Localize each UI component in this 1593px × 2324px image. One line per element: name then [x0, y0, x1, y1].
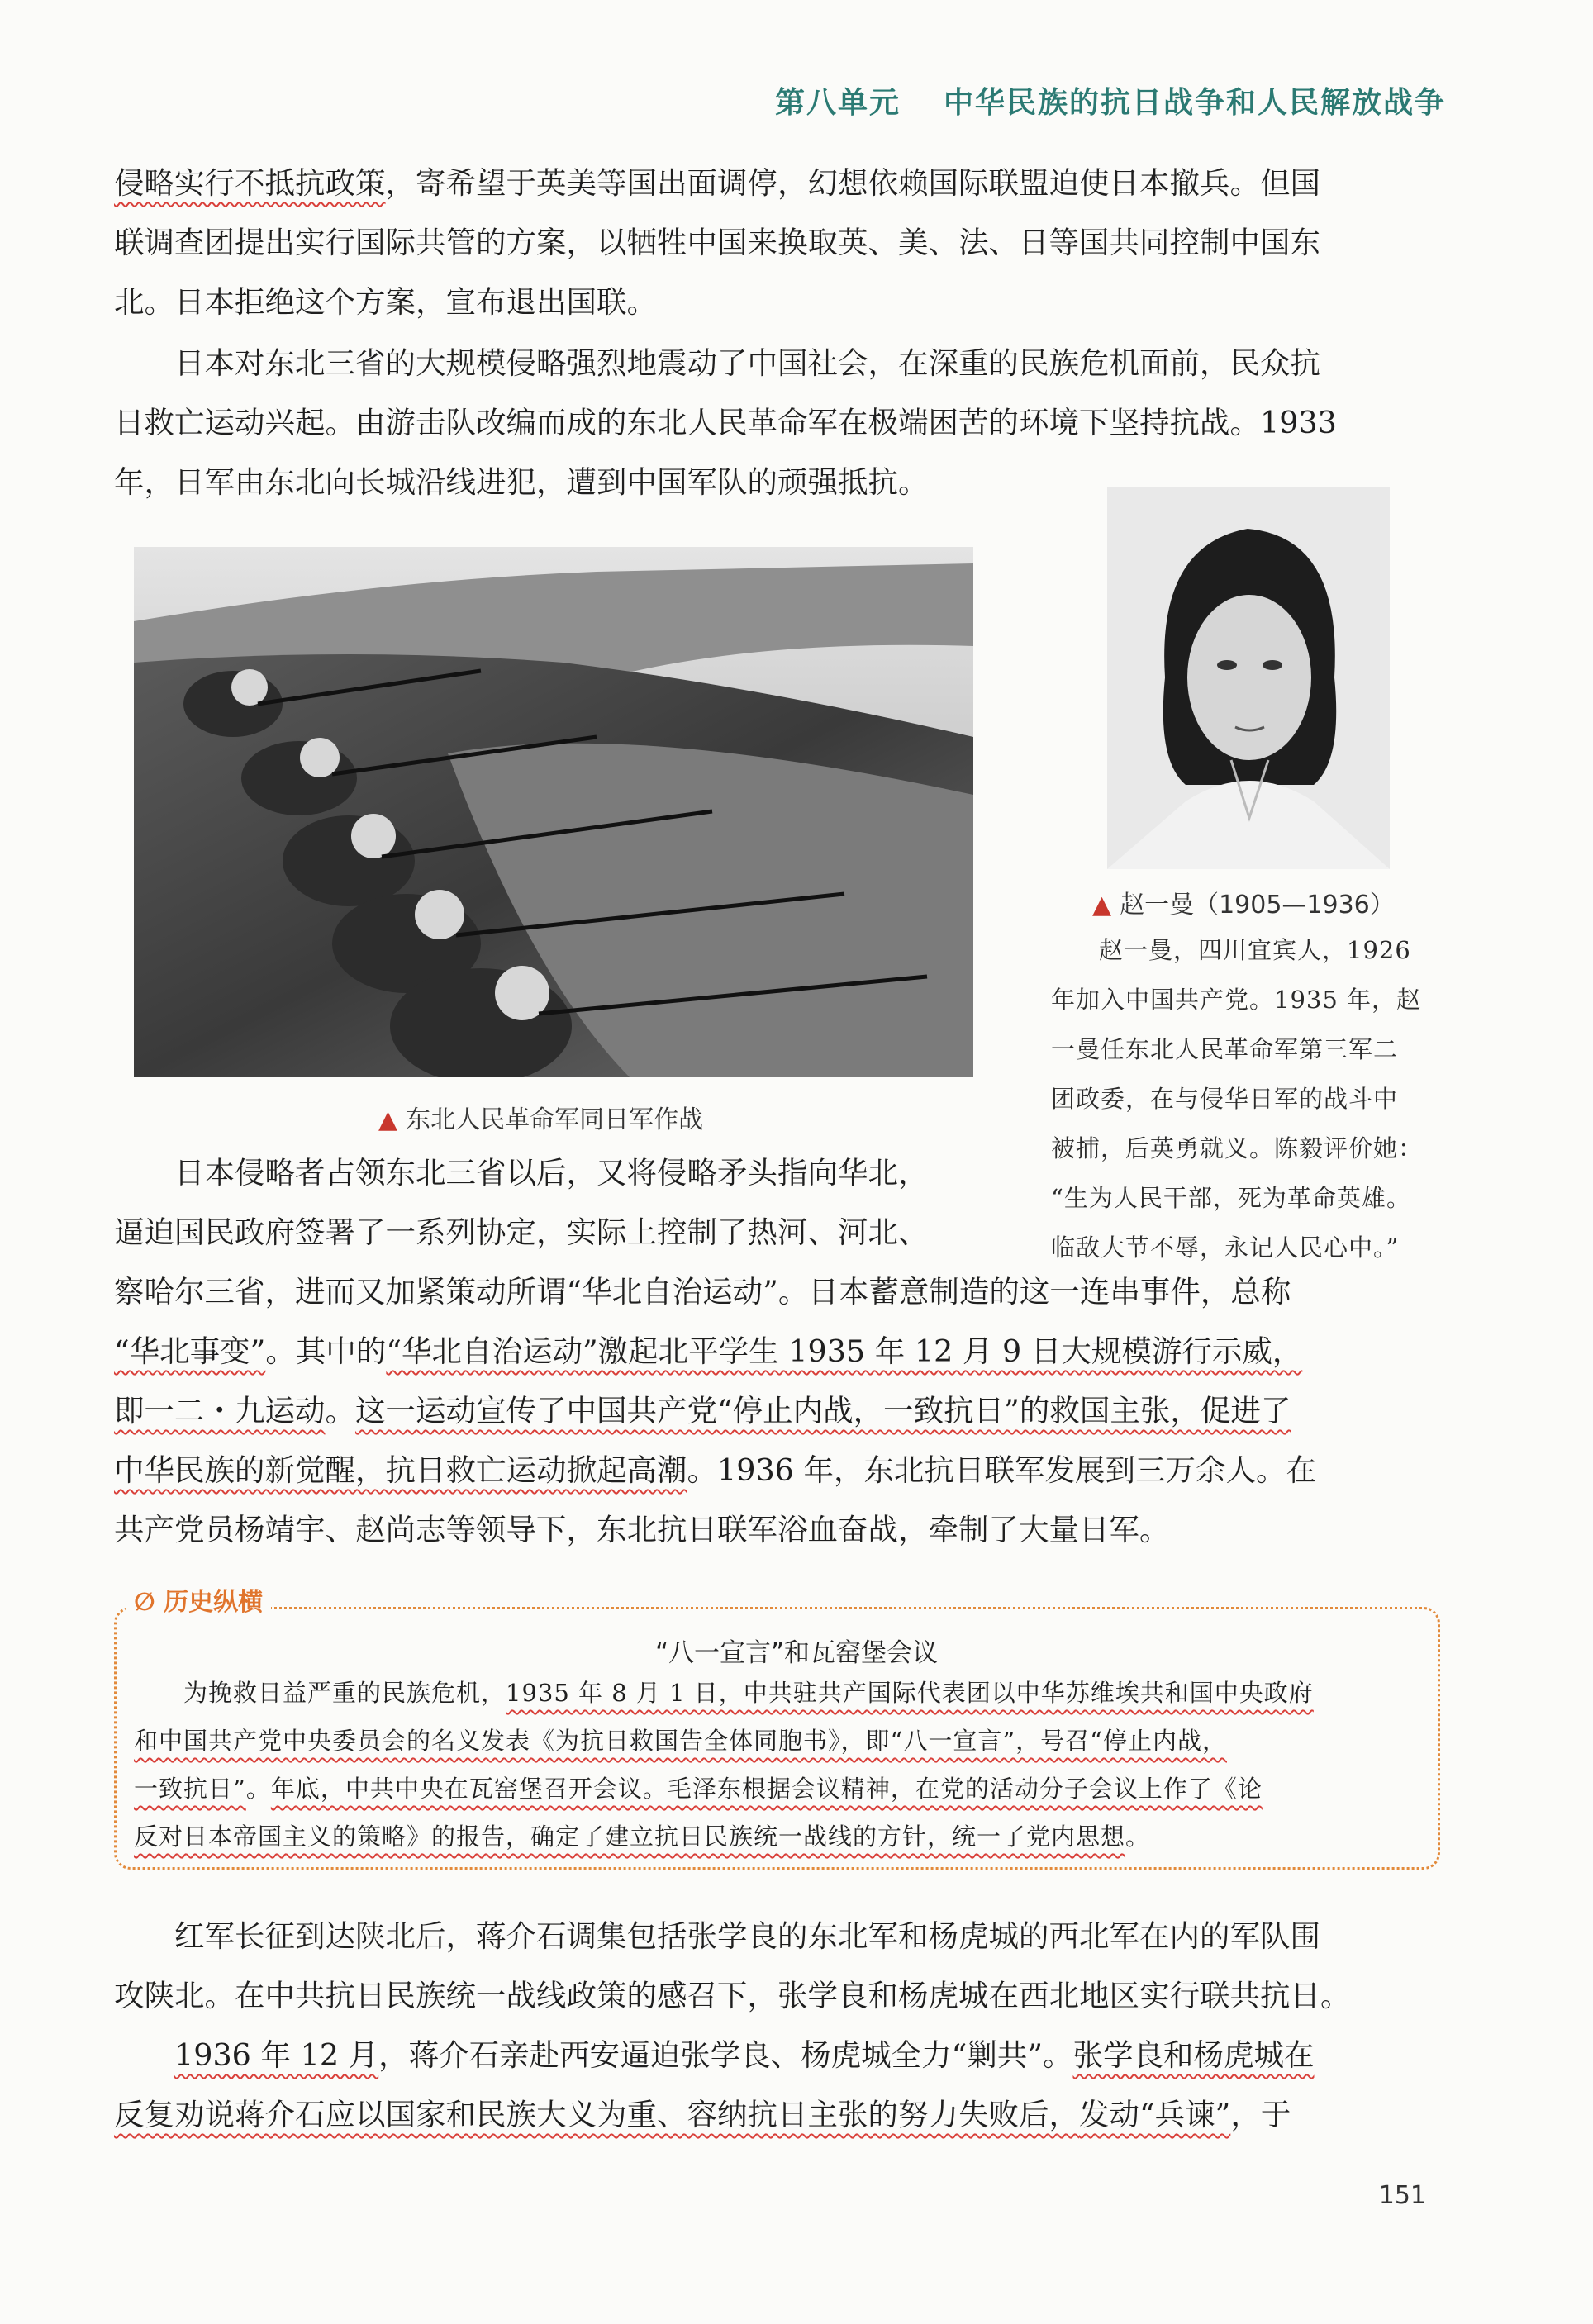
highlight-text: 一致抗日” [134, 1775, 246, 1803]
highlight-text: “华北事变” [114, 1333, 266, 1369]
unit-title: 中华民族的抗日战争和人民解放战争 [943, 86, 1446, 120]
battle-photo [134, 547, 973, 1077]
history-feature-text: 为挽救日益严重的民族危机，1935 年 8 月 1 日，中共驻共产国际代表团以中华苏维埃共和国中央政府 和中国共产党中央委员会的名义发表《为抗日救国告全体同胞书》，即“八一宣言”，号召“停止内战， 一致抗日”。年底，中共中央在瓦窑堡召开会议。毛泽东根据会议精神，在党的活动分子会议上作了《论 反对日本帝国主义的策略》的报告，确定了建立抗日民族统一战线的方针，统一了党内思想。 [134, 1679, 1314, 1851]
unit-label: 第八单元 [774, 86, 901, 120]
paragraph-5: 1936 年 12 月，蒋介石亲赴西安逼迫张学良、杨虎城全力“剿共”。张学良和杨虎城在 反复劝说蒋介石应以国家和民族大义为重、容纳抗日主张的努力失败后，发动“兵谏”，于 [114, 2037, 1315, 2132]
battle-photo-caption: ▲ 东北人民革命军同日军作战 [378, 1105, 704, 1134]
highlight-text: 反对日本帝国主义的策略》的报告，确定了建立抗日民族统一战线的方针，统一了党内思想 [134, 1823, 1126, 1851]
triangle-marker-icon: ▲ [378, 1105, 398, 1134]
highlight-text: 侵略实行不抵抗政策 [114, 165, 386, 201]
highlight-text: 1936 年 12 月 [174, 2037, 379, 2073]
highlight-text: 1935 年 8 月 1 日，中共驻共产国际代表团以中华苏维埃共和国中央政府 [506, 1679, 1314, 1707]
highlight-text: 中华民族的新觉醒，抗日救亡运动掀起高潮 [114, 1452, 687, 1488]
portrait-caption: ▲ 赵一曼（1905—1936） [1092, 891, 1395, 920]
highlight-text: 发动“兵谏” [1079, 2097, 1231, 2132]
compass-icon: ∅ [134, 1588, 155, 1617]
highlight-text: 这一运动宣传了中国共产党“停止内战，一致抗日”的救国主张，促进了 [355, 1393, 1291, 1428]
highlight-text: 张学良和杨虎城在 [1072, 2037, 1315, 2073]
highlight-text: 和中国共产党中央委员会的名义发表《为抗日救国告全体同胞书》，即“八一宣言”，号召“停止内战， [134, 1727, 1227, 1755]
highlight-text: 反复劝说蒋介石应以国家和民族大义为重、容纳抗日主张的努力失败后， [114, 2097, 1079, 2132]
biography-note: 赵一曼，四川宜宾人，1926 年加入中国共产党。1935 年，赵 一曼任东北人民革命军第三军二 团政委，在与侵华日军的战斗中 被捕，后英勇就义。陈毅评价她： “生为人民干部，死为革命英雄。 临敌大节不辱，永记人民心中。” [1051, 936, 1424, 1262]
triangle-marker-icon: ▲ [1092, 891, 1112, 920]
page-number: 151 [1378, 2181, 1426, 2210]
highlight-text: 年底，中共中央在瓦窑堡召开会议。毛泽东根据会议精神，在党的活动分子会议上作了《论 [270, 1775, 1263, 1803]
paragraph-1: 侵略实行不抵抗政策，寄希望于英美等国出面调停，幻想依赖国际联盟迫使日本撤兵。但国 联调查团提出实行国际共管的方案，以牺牲中国来换取英、美、法、日等国共同控制中国东 北。日本拒绝这个方案，宣布退出国联。 [114, 165, 1320, 320]
portrait-photo [1107, 487, 1390, 869]
paragraph-3: 日本侵略者占领东北三省以后，又将侵略矛头指向华北， 逼迫国民政府签署了一系列协定，实际上控制了热河、河北、 察哈尔三省，进而又加紧策动所谓“华北自治运动”。日本蓄意制造的这一连串事件，总称 “华北事变”。其中的“华北自治运动”激起北平学生 1935 年 12 月 9 日大规模游行示威， 即一二・九运动。这一运动宣传了中国共产党“停止内战，一致抗日”的救国主张，促进了 中华民族的新觉醒，抗日救亡运动掀起高潮。1936 年，东北抗日联军发展到三万余人。在 共产党员杨靖宇、赵尚志等领导下，东北抗日联军浴血奋战，牵制了大量日军。 [114, 1155, 1316, 1547]
highlight-text: “华北自治运动”激起北平学生 1935 年 12 月 9 日大规模游行示威， [386, 1333, 1303, 1369]
paragraph-4: 红军长征到达陕北后，蒋介石调集包括张学良的东北军和杨虎城的西北军在内的军队围 攻陕北。在中共抗日民族统一战线政策的感召下，张学良和杨虎城在西北地区实行联共抗日。 [114, 1918, 1351, 2013]
history-feature-tag: ∅ 历史纵横 [126, 1581, 271, 1618]
paragraph-2: 日本对东北三省的大规模侵略强烈地震动了中国社会，在深重的民族危机面前，民众抗 日救亡运动兴起。由游击队改编而成的东北人民革命军在极端困苦的环境下坚持抗战。1933 年，日军由东北向长城沿线进犯，遭到中国军队的顽强抵抗。 [114, 345, 1337, 500]
running-header [775, 79, 1446, 121]
highlight-text: 即一二・九运动 [114, 1393, 326, 1428]
history-feature-title: “八一宣言”和瓦窑堡会议 [654, 1638, 939, 1668]
